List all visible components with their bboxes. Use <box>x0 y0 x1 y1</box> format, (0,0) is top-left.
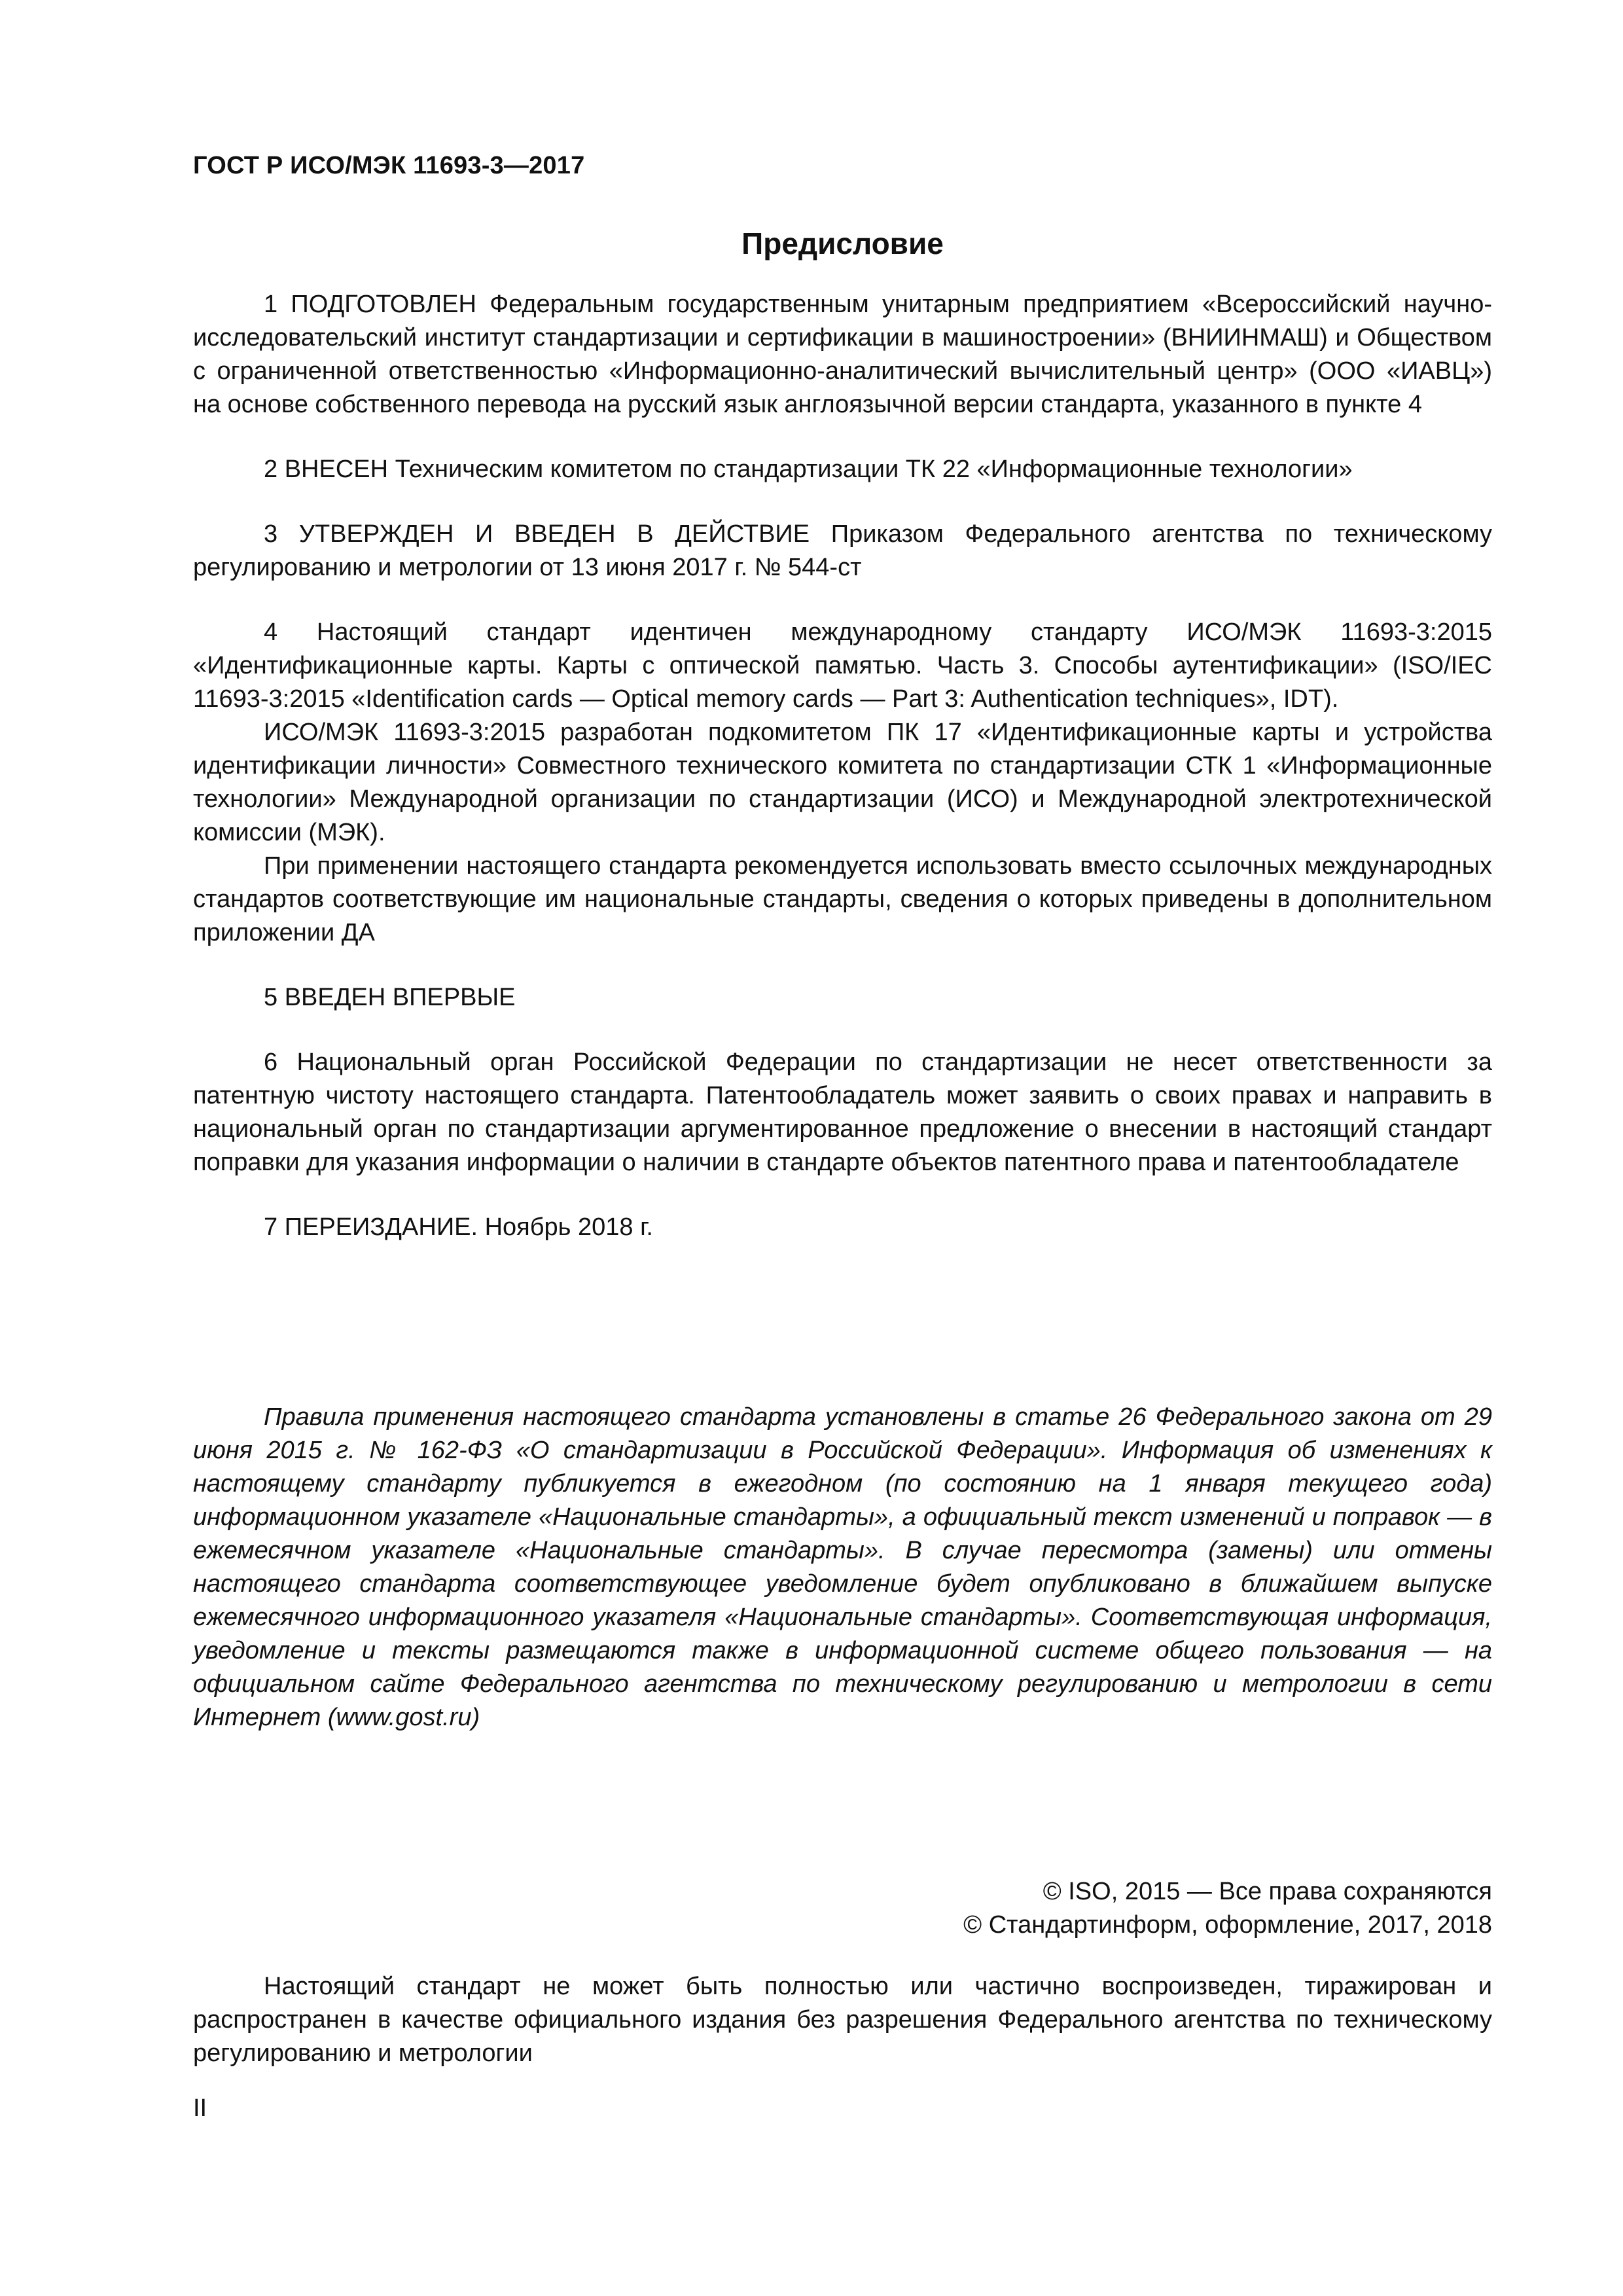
paragraph-5-first-introduced: 5 ВВЕДЕН ВПЕРВЫЕ <box>264 984 516 1011</box>
paragraph-4-identical: 4 Настоящий стандарт идентичен международному стандарту ИСО/МЭК 11693-3:2015 «Идентификационные карты. Карты с оптической памятью. Часть 3. Способы аутентификации» (ISO/IEC 11693-3:2015 «Identification cards — Optical memory cards — Part 3: Authentication techniques», IDT). <box>193 619 1492 713</box>
copyright-standartinform: © Стандартинформ, оформление, 2017, 2018 <box>963 1911 1492 1939</box>
paragraph-3-approved: 3 УТВЕРЖДЕН И ВВЕДЕН В ДЕЙСТВИЕ Приказом Федерального агентства по техническому регулированию и метрологии от 13 июня 2017 г. № 544-ст <box>193 520 1492 581</box>
paragraph-6-patent: 6 Национальный орган Российской Федерации по стандартизации не несет ответственности за патентную чистоту настоящего стандарта. Патентообладатель может заявить о своих правах и направить в национальный орган по стандартизации аргументированное предложение о внесении в настоящий стандарт поправки для указания информации о наличии в стандарте объектов патентного права и патентообладателе <box>193 1049 1492 1176</box>
copyright-iso: © ISO, 2015 — Все права сохраняются <box>1043 1878 1492 1905</box>
rules-of-application-notice: Правила применения настоящего стандарта установлены в статье 26 Федерального закона от 29 июня 2015 г. № 162-ФЗ «О стандартизации в Российской Федерации». Информация об изменениях к настоящему стандарту публикуется в ежегодном (по состоянию на 1 января текущего года) информационном указателе «Национальные стандарты», а официальный текст изменений и поправок — в ежемесячном указателе «Национальные стандарты». В случае пересмотра (замены) или отмены настоящего стандарта соответствующее уведомление будет опубликовано в ближайшем выпуске ежемесячного информационного указателя «Национальные стандарты». Соответствующая информация, уведомление и тексты размещаются также в информационной системе общего пользования — на официальном сайте Федерального агентства по техническому регулированию и метрологии в сети Интернет (www.gost.ru) <box>193 1403 1492 1731</box>
paragraph-7-reissue: 7 ПЕРЕИЗДАНИЕ. Ноябрь 2018 г. <box>264 1213 653 1241</box>
paragraph-1-prepared: 1 ПОДГОТОВЛЕН Федеральным государственным унитарным предприятием «Всероссийский научно-исследовательский институт стандартизации и сертификации в машиностроении» (ВНИИНМАШ) и Обществом с ограниченной ответственностью «Информационно-аналитический вычислительный центр» (ООО «ИАВЦ») на основе собственного перевода на русский язык англоязычной версии стандарта, указанного в пункте 4 <box>193 291 1492 418</box>
copyright-block <box>963 1875 1492 1942</box>
paragraph-2-submitted: 2 ВНЕСЕН Техническим комитетом по стандартизации ТК 22 «Информационные технологии» <box>264 456 1353 483</box>
page-title: Предисловие <box>741 226 944 260</box>
foreword-body <box>193 288 1492 1244</box>
document-code-header: ГОСТ Р ИСО/МЭК 11693-3—2017 <box>193 152 585 179</box>
paragraph-4-developed-by: ИСО/МЭК 11693-3:2015 разработан подкомитетом ПК 17 «Идентификационные карты и устройства идентификации личности» Совместного технического комитета по стандартизации СТК 1 «Информационные технологии» Международной организации по стандартизации (ИСО) и Международной электротехнической комиссии (МЭК). <box>193 719 1492 846</box>
reproduction-notice: Настоящий стандарт не может быть полностью или частично воспроизведен, тиражирован и распространен в качестве официального издания без разрешения Федерального агентства по техническому регулированию и метрологии <box>193 1973 1492 2067</box>
paragraph-4-application: При применении настоящего стандарта рекомендуется использовать вместо ссылочных международных стандартов соответствующие им национальные стандарты, сведения о которых приведены в дополнительном приложении ДА <box>193 852 1492 946</box>
page-number: II <box>193 2094 207 2122</box>
